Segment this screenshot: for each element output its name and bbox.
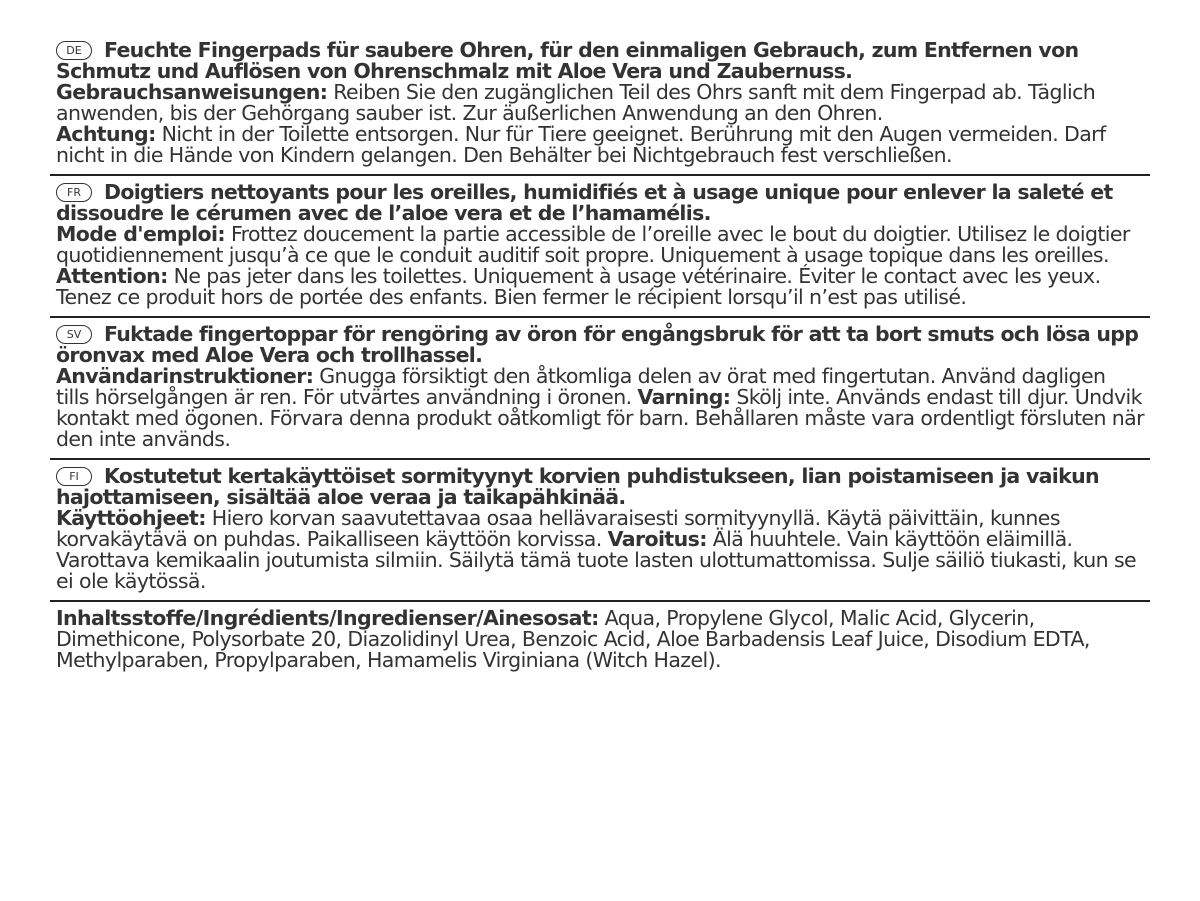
usage-text: Gnugga försiktigt den åtkomliga delen av örat med fingertutan. Använd dagligen tills hörselgången är ren. För utvärtes användning i öronen. — [56, 364, 1106, 409]
warning-text: Skölj inte. Används endast till djur. Undvik kontakt med ögonen. Förvara denna produkt oåtkomligt för barn. Behållaren måste vara ordentligt försluten när den inte används. — [56, 385, 1144, 451]
section-de — [50, 40, 1150, 176]
usage-text: Reiben Sie den zugänglichen Teil des Ohrs sanft mit dem Fingerpad ab. Täglich anwenden, bis der Gehörgang sauber ist. Zur äußerlichen Anwendung an den Ohren. — [56, 80, 1096, 125]
section-title — [56, 466, 1144, 508]
section-title — [56, 40, 1144, 82]
section-fr — [50, 182, 1150, 318]
warning-label: Attention: — [56, 264, 168, 288]
usage-label: Användarinstruktioner: — [56, 364, 314, 388]
section-warning — [56, 124, 1144, 166]
warning-label: Varning: — [637, 385, 731, 409]
usage-text: Frottez doucement la partie accessible de l’oreille avec le bout du doigtier. Utilisez le doigtier quotidiennement jusqu’à ce que le conduit auditif soit propre. Uniquement à usage topique dans les oreilles. — [56, 222, 1130, 267]
language-badge: DE — [56, 41, 92, 60]
warning-label: Achtung: — [56, 122, 156, 146]
ingredients-label: Inhaltsstoffe/Ingrédients/Ingredienser/Ainesosat: — [56, 606, 599, 630]
section-sv — [50, 324, 1150, 460]
usage-text: Hiero korvan saavutettavaa osaa hellävaraisesti sormityynyllä. Käytä päivittäin, kunnes korvakäytävä on puhdas. Paikalliseen käyttöön korvissa. — [56, 506, 1060, 551]
warning-text: Nicht in der Toilette entsorgen. Nur für Tiere geeignet. Berührung mit den Augen vermeiden. Darf nicht in die Hände von Kindern gelangen. Den Behälter bei Nichtgebrauch fest verschließen. — [56, 122, 1106, 167]
usage-label: Käyttöohjeet: — [56, 506, 206, 530]
title-text: Feuchte Fingerpads für saubere Ohren, für den einmaligen Gebrauch, zum Entfernen von Schmutz und Auflösen von Ohrenschmalz mit Aloe Vera und Zaubernuss. — [56, 38, 1079, 83]
section-body — [56, 366, 1144, 450]
title-text: Kostutetut kertakäyttöiset sormityynyt korvien puhdistukseen, lian poistamiseen ja vaikun hajottamiseen, sisältää aloe veraa ja taikapähkinää. — [56, 464, 1099, 509]
warning-text: Ne pas jeter dans les toilettes. Uniquement à usage vétérinaire. Éviter le contact avec les yeux. Tenez ce produit hors de portée des enfants. Bien fermer le récipient lorsqu’il n’est pas utilisé. — [56, 264, 1101, 309]
usage-label: Gebrauchsanweisungen: — [56, 80, 328, 104]
title-text: Fuktade fingertoppar för rengöring av öron för engångsbruk för att ta bort smuts och lösa upp öronvax med Aloe Vera och trollhassel. — [56, 322, 1139, 367]
section-ingredients — [50, 608, 1150, 679]
language-badge: FI — [56, 467, 92, 486]
section-fi — [50, 466, 1150, 602]
language-badge: SV — [56, 325, 92, 344]
warning-text: Älä huuhtele. Vain käyttöön eläimillä. Varottava kemikaalin joutumista silmiin. Säilytä tämä tuote lasten ulottumattomissa. Sulje säiliö tiukasti, kun se ei ole käytössä. — [56, 527, 1137, 593]
language-badge: FR — [56, 183, 92, 202]
ingredients-text: Aqua, Propylene Glycol, Malic Acid, Glycerin, Dimethicone, Polysorbate 20, Diazolidinyl Urea, Benzoic Acid, Aloe Barbadensis Leaf Juice, Disodium EDTA, Methylparaben, Propylparaben, Hamamelis Virginiana (Witch Hazel). — [56, 606, 1090, 672]
product-label — [50, 40, 1150, 685]
section-title — [56, 182, 1144, 224]
warning-label: Varoitus: — [607, 527, 707, 551]
section-title — [56, 324, 1144, 366]
section-body — [56, 508, 1144, 592]
section-body — [56, 224, 1144, 308]
section-body — [56, 82, 1144, 124]
usage-label: Mode d'emploi: — [56, 222, 226, 246]
title-text: Doigtiers nettoyants pour les oreilles, humidifiés et à usage unique pour enlever la saleté et dissoudre le cérumen avec de l’aloe vera et de l’hamamélis. — [56, 180, 1113, 225]
ingredients-paragraph — [56, 608, 1144, 671]
